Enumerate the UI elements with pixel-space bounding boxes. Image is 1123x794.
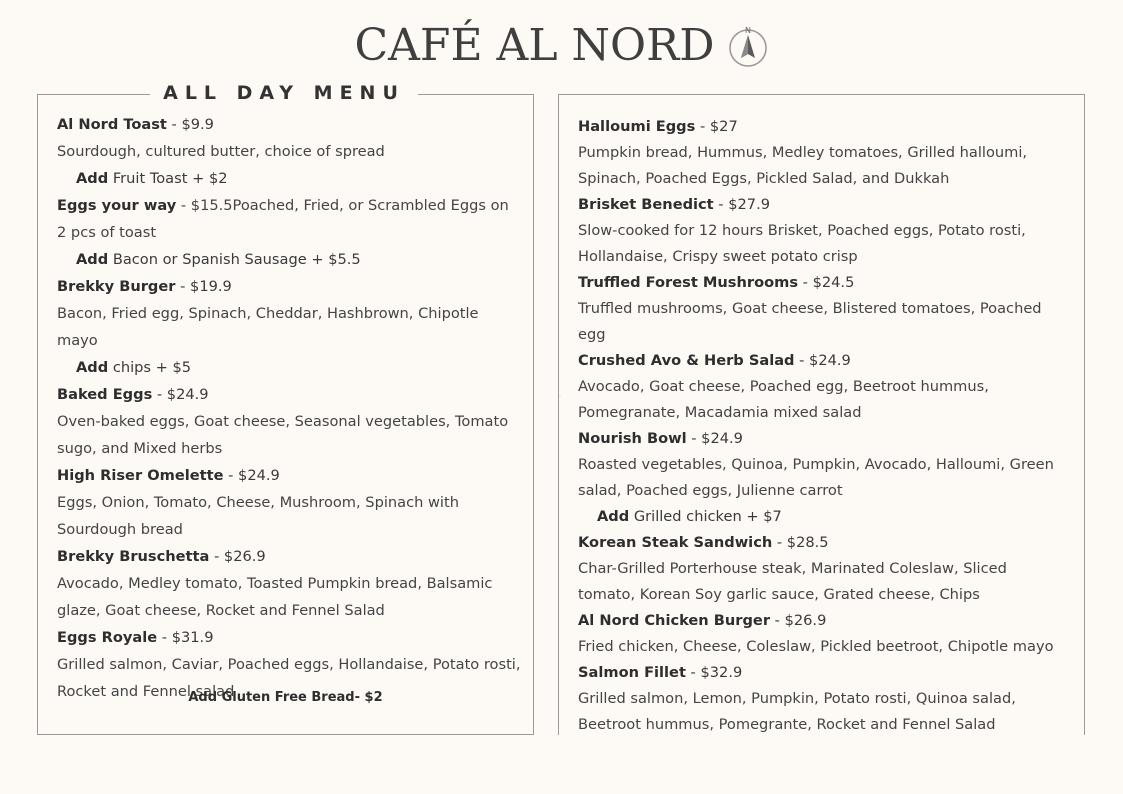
item-description: Slow-cooked for 12 hours Brisket, Poached eggs, Potato rosti, Hollandaise, Crispy sweet potato crisp [578, 222, 1026, 265]
item-price: - $27 [695, 118, 738, 135]
item-addon [57, 354, 522, 381]
menu-title: ALL DAY MENU [150, 82, 418, 104]
item-name: Baked Eggs [57, 386, 153, 403]
item-price: - $24.9 [686, 430, 743, 447]
menu-item [578, 608, 1068, 634]
right-menu-column [578, 114, 1068, 738]
compass-letter: N [744, 26, 751, 35]
menu-item [57, 462, 522, 489]
item-description: Fried chicken, Cheese, Coleslaw, Pickled beetroot, Chipotle mayo [578, 638, 1054, 655]
item-description: Grilled salmon, Caviar, Poached eggs, Hollandaise, Potato rosti, Rocket and Fennel salad [57, 656, 521, 700]
left-menu-column [57, 111, 522, 705]
item-price: - $28.5 [772, 534, 829, 551]
addon-label: Add [76, 359, 109, 376]
item-name: Nourish Bowl [578, 430, 687, 447]
addon-label: Add [76, 170, 109, 187]
addon-text: Fruit Toast + $2 [108, 170, 228, 187]
menu-item [578, 426, 1068, 452]
item-price: - $26.9 [209, 548, 266, 565]
addon-text: Grilled chicken + $7 [629, 508, 782, 525]
item-name: Halloumi Eggs [578, 118, 696, 135]
item-name: Korean Steak Sandwich [578, 534, 773, 551]
item-price: - $24.9 [152, 386, 209, 403]
item-description: Eggs, Onion, Tomato, Cheese, Mushroom, Spinach with Sourdough bread [57, 494, 459, 538]
compass-logo-icon [727, 25, 769, 67]
item-description: Truffled mushrooms, Goat cheese, Blistered tomatoes, Poached egg [578, 300, 1042, 343]
item-description: Sourdough, cultured butter, choice of spread [57, 143, 385, 160]
item-name: Eggs your way [57, 197, 177, 214]
addon-label: Add [76, 251, 109, 268]
menu-item [57, 111, 522, 138]
menu-item [57, 543, 522, 570]
item-name: Crushed Avo & Herb Salad [578, 352, 795, 369]
addon-label: Add [597, 508, 630, 525]
menu-item [57, 381, 522, 408]
item-name: Eggs Royale [57, 629, 158, 646]
item-price: - $27.9 [713, 196, 770, 213]
brand-header [0, 18, 1123, 74]
menu-item [57, 624, 522, 651]
menu-item [578, 660, 1068, 686]
item-name: Truffled Forest Mushrooms [578, 274, 799, 291]
item-description: Grilled salmon, Lemon, Pumpkin, Potato rosti, Quinoa salad, Beetroot hummus, Pomegrante, Rocket and Fennel Salad [578, 690, 1016, 733]
menu-item [57, 273, 522, 300]
gluten-free-note: Add Gluten Free Bread- $2 [188, 690, 383, 705]
menu-item [578, 114, 1068, 140]
item-description: Bacon, Fried egg, Spinach, Cheddar, Hashbrown, Chipotle mayo [57, 305, 479, 349]
item-price: - $32.9 [685, 664, 743, 681]
item-addon [57, 246, 522, 273]
item-price: - $26.9 [770, 612, 827, 629]
addon-text: chips + $5 [108, 359, 192, 376]
item-name: Brekky Bruschetta [57, 548, 210, 565]
menu-item [57, 192, 522, 246]
item-name: High Riser Omelette [57, 467, 224, 484]
item-name: Al Nord Chicken Burger [578, 612, 771, 629]
item-description: Avocado, Goat cheese, Poached egg, Beetroot hummus, Pomegranate, Macadamia mixed salad [578, 378, 989, 421]
divider-mark: · [559, 393, 561, 400]
item-description: Avocado, Medley tomato, Toasted Pumpkin bread, Balsamic glaze, Goat cheese, Rocket and Fennel Salad [57, 575, 493, 619]
item-price: - $24.9 [223, 467, 280, 484]
item-name: Salmon Fillet [578, 664, 686, 681]
item-price: - $24.5 [798, 274, 855, 291]
item-price: - $9.9 [166, 116, 214, 133]
item-price: - $15.5Poached, Fried, or Scrambled Eggs on 2 pcs of toast [57, 197, 509, 241]
item-price: - $31.9 [157, 629, 214, 646]
menu-item [578, 192, 1068, 218]
item-name: Brekky Burger [57, 278, 176, 295]
menu-item [578, 270, 1068, 296]
item-name: Al Nord Toast [57, 116, 167, 133]
item-addon [57, 165, 522, 192]
menu-item [578, 348, 1068, 374]
item-description: Char-Grilled Porterhouse steak, Marinated Coleslaw, Sliced tomato, Korean Soy garlic sauce, Grated cheese, Chips [578, 560, 1007, 603]
item-description: Roasted vegetables, Quinoa, Pumpkin, Avocado, Halloumi, Green salad, Poached eggs, Julienne carrot [578, 456, 1054, 499]
item-price: - $24.9 [794, 352, 851, 369]
item-description: Pumpkin bread, Hummus, Medley tomatoes, Grilled halloumi, Spinach, Poached Eggs, Pickled Salad, and Dukkah [578, 144, 1028, 187]
menu-item [578, 530, 1068, 556]
cafe-name: CAFÉ AL NORD [354, 20, 715, 71]
item-price: - $19.9 [175, 278, 232, 295]
item-addon [578, 504, 1068, 530]
item-description: Oven-baked eggs, Goat cheese, Seasonal vegetables, Tomato sugo, and Mixed herbs [57, 413, 509, 457]
addon-text: Bacon or Spanish Sausage + $5.5 [108, 251, 361, 268]
item-name: Brisket Benedict [578, 196, 714, 213]
